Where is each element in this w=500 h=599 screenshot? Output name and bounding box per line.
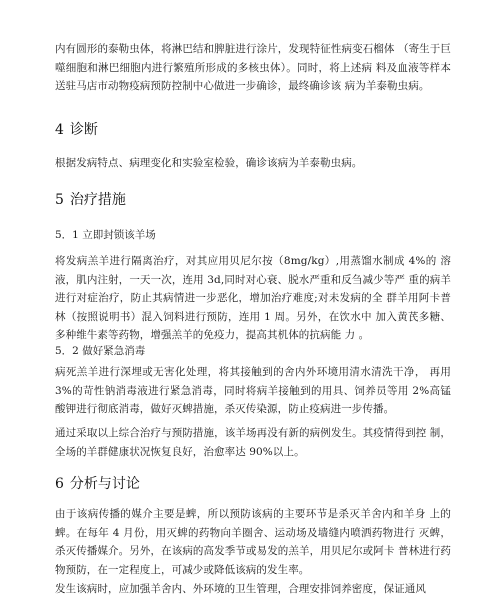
- section-number: 5: [55, 192, 64, 208]
- paragraph-treatment: 将发病羔羊进行隔离治疗，对其应用贝尼尔按（8mg/kg）,用蒸馏水制成 4%的 溶液，肌内注射，一天一次，连用 3d,同时对心衰、脱水严重和反刍减少等严 重的病羊进行对症治疗，防止其病情进一步恶化，增加治疗难度;对未发病的全 群羊用阿卡普林（按照说明书）混入饲料进行预防，连用 1 周。另外，在饮水中 加入黄芪多糖、多种维牛素等药物，增强羔羊的免疫力，提高其机体的抗病能 力 。: [55, 255, 451, 341]
- paragraph-diagnosis-conclusion: 根据发病特点、病理变化和实验室检验，确诊该病为羊泰勒虫病。: [55, 157, 363, 169]
- subsection-heading-quarantine: 5．1 立即封锁该羊场: [55, 229, 156, 241]
- paragraph-disinfection: 病死羔羊进行深埋或无害化处理，将其接触到的舍内外环境用清水清洗干净， 再用 3%的苛性钠消毒液进行紧急消毒，同时将病羊接触到的用具、饲养员等用 2%高锰酸钾进行彻底消毒，做好灭蜱措施，杀灭传染源，防止疫病进一步传播。: [55, 366, 451, 415]
- section-number: 6: [55, 476, 64, 492]
- section-heading-treatment: [55, 191, 126, 209]
- section-title: 治疗措施: [69, 192, 126, 208]
- paragraph-prevention: 由于该病传播的媒介主要是蜱，所以预防该病的主要环节是杀灭羊舍内和羊身 上的蜱。在每年 4 月份，用灭蜱的药物向羊圈舍、运动场及墙缝内喷洒药物进行 灭蜱，杀灭传播媒介。另外，在该病的高发季节或易发的羔羊，用贝尼尔或阿卡 普林进行药物预防，在一定程度上，可减少或降低该病的发生率。: [55, 508, 451, 576]
- paragraph-outcome: 通过采取以上综合治疗与预防措施，该羊场再没有新的病例发生。其疫情得到控 制，全场的羊群健康状况恢复良好，治愈率达 90%以上。: [55, 427, 451, 458]
- section-title: 分析与讨论: [69, 476, 140, 492]
- section-heading-diagnosis: [55, 121, 98, 139]
- paragraph-management: 发生该病时，应加强羊舍内、外环境的卫生管理，合理安排饲养密度，保证通风: [55, 583, 426, 595]
- paragraph-diagnosis-lab: 内有圆形的泰勒虫体，将淋巴结和脾脏进行涂片，发现特征性病变石榴体 （寄生于巨噬细胞和淋巴细胞内进行繁殖所形成的多核虫体）。同时，将上述病 料及血液等样本送驻马店市动物疫病预防控制中心做进一步确诊，最终确诊该 病为羊泰勒虫病。: [55, 43, 451, 92]
- subsection-heading-disinfection: 5．2 做好紧急消毒: [55, 345, 146, 357]
- section-heading-discussion: [55, 475, 140, 493]
- section-title: 诊断: [69, 122, 98, 138]
- section-number: 4: [55, 122, 64, 138]
